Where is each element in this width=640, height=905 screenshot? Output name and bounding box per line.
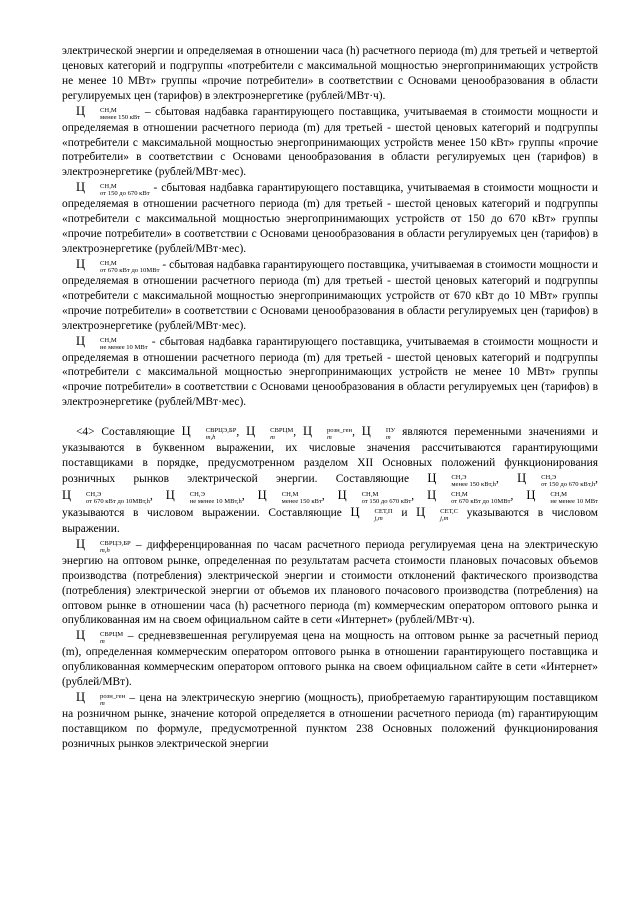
formula-symbol: Ц СЕТ,С j,m [416, 504, 459, 522]
formula-symbol: Ц СВРЦЭ,БР m,h [181, 424, 237, 442]
definition-paragraph: Ц СН,М не менее 10 МВт - сбытовая надбавка гарантирующего поставщика, учитываемая в стоимости мощности и определяемая в отношении расчетного периода (m) для третьей - шестой ценовых категорий и подгруппы «потребители с максимальной мощностью энергопринимающих устройств не менее 10 МВт» группы «прочие потребители» в соответствии с Основами ценообразования в области регулируемых цен (тарифов) в электроэнергетике (рублей/МВт·мес). [62, 333, 598, 409]
formula-symbol: Ц СВРЦМ m [76, 628, 124, 646]
formula-symbol: Ц СН,М от 670 кВт до 10МВт [427, 487, 511, 505]
formula-symbol: Ц розн_ген m [76, 690, 126, 708]
definitions-a [62, 104, 598, 411]
formula-symbol: Ц СВРЦМ m [246, 424, 294, 442]
formula-symbol: Ц ПУ m [361, 424, 396, 442]
note-4-paragraph: <4> Составляющие Ц СВРЦЭ,БР m,h , Ц СВРЦМ m , Ц розн_ген m , Ц ПУ m являются переменными значениями и указываются в буквенном выражении, их числовые значения рассчитываются гарантирующими поставщиками в порядке, предусмотренном разделом XII Основных положений функционирования розничных рынков электрической энергии. Составляющие Ц СН,Э менее 150 кВт,h , Ц СН,Э от 150 до 670 кВт,h , Ц СН,Э от 670 кВт до 10МВт,h , Ц СН,Э не менее 10 МВт,h , Ц СН,М менее 150 кВт , Ц СН,М от 150 до 670 кВт , Ц СН,М от 670 кВт до 10МВт , Ц СН,М не менее 10 МВт указываются в числовом выражении. Составляющие Ц СЕТ,П j,m и Ц СЕТ,С j,m указываются в числовом выражении. [62, 424, 599, 535]
formula-symbol: Ц СН,Э не менее 10 МВт,h [165, 487, 242, 505]
definition-paragraph: Ц СВРЦЭ,БР m,h – дифференцированная по часам расчетного периода регулируемая цена на электрическую энергию на оптовом рынке, определенная по результатам расчета стоимости плановых почасовых объемов производства (потребления) электрической энергии и стоимости отклонений фактического производства (потребления) электрической энергии от объемов их планового почасового производства (потребления) на оптовом рынке в отношении часа (h) расчетного периода (m) коммерческим оператором оптового рынка и опубликованная им на своем официальном сайте в сети «Интернет» (рублей/МВт·ч). [62, 536, 598, 627]
formula-symbol: Ц СН,Э от 150 до 670 кВт,h [517, 470, 596, 488]
definition-paragraph: Ц СН,М менее 150 кВт – сбытовая надбавка гарантирующего поставщика, учитываемая в стоимости мощности и определяемая в отношении расчетного периода (m) для третьей - шестой ценовых категорий и подгруппы «потребители с максимальной мощностью энергопринимающих устройств менее 150 кВт» группы «прочие потребители» в соответствии с Основами ценообразования в области регулируемых цен (тарифов) в электроэнергетике (рублей/МВт·мес). [62, 103, 598, 179]
formula-symbol: Ц СН,М от 670 кВт до 10МВт [76, 256, 160, 274]
definitions-b [62, 537, 598, 752]
definition-paragraph: Ц розн_ген m – цена на электрическую энергию (мощность), приобретаемую гарантирующим поставщиком на розничном рынке, значение которой определяется в отношении расчетного периода (m) гарантирующим поставщиком по формуле, предусмотренной пунктом 238 Основных положений функционирования розничных рынков электрической энергии [62, 690, 598, 750]
formula-symbol: Ц СН,М менее 150 кВт [257, 487, 322, 505]
formula-symbol: Ц СН,Э менее 150 кВт,h [427, 470, 496, 488]
formula-symbol: Ц СН,М от 150 до 670 кВт [76, 180, 150, 198]
document-page [62, 44, 598, 752]
intro-paragraph: электрической энергии и определяемая в отношении часа (h) расчетного периода (m) для третьей и четвертой ценовых категорий и подгруппы «потребители с максимальной мощностью энергопринимающих устройств не менее 10 МВт» группы «прочие потребители» в соответствии с Основами ценообразования в области регулируемых цен (тарифов) в электроэнергетике (рублей/МВт·ч). [62, 45, 598, 102]
formula-symbol: Ц СЕТ,П j,m [350, 504, 393, 522]
formula-symbol: Ц СН,М не менее 10 МВт [526, 487, 598, 505]
formula-symbol: Ц СВРЦЭ,БР m,h [76, 536, 131, 554]
formula-symbol: Ц СН,М менее 150 кВт [76, 103, 141, 121]
definition-paragraph: Ц СН,М от 150 до 670 кВт - сбытовая надбавка гарантирующего поставщика, учитываемая в стоимости мощности и определяемая в отношении расчетного периода (m) для третьей - шестой ценовых категорий и подгруппы «потребители с максимальной мощностью энергопринимающих устройств от 150 до 670 кВт» группы «прочие потребители» в соответствии с Основами ценообразования в области регулируемых цен (тарифов) в электроэнергетике (рублей/МВт·мес). [62, 180, 598, 255]
formula-symbol: Ц СН,М не менее 10 МВт [76, 333, 148, 351]
definition-paragraph: Ц СН,М от 670 кВт до 10МВт - сбытовая надбавка гарантирующего поставщика, учитываемая в стоимости мощности и определяемая в отношении расчетного периода (m) для третьей - шестой ценовых категорий и подгруппы «потребители с максимальной мощностью энергопринимающих устройств от 670 кВт до 10 МВт» группы «прочие потребители» в соответствии с Основами ценообразования в области регулируемых цен (тарифов) в электроэнергетике (рублей/МВт·мес). [62, 256, 598, 332]
formula-symbol: Ц СН,М от 150 до 670 кВт [337, 487, 412, 505]
definition-paragraph: Ц СВРЦМ m – средневзвешенная регулируемая цена на мощность на оптовом рынке за расчетный период (m), определенная коммерческим оператором оптового рынка в отношении гарантирующего поставщика и опубликованная коммерческим оператором оптового рынка на своем официальном сайте в сети «Интернет» (рублей/МВт). [62, 628, 598, 689]
formula-symbol: Ц розн_ген m [302, 424, 353, 442]
formula-symbol: Ц СН,Э от 670 кВт до 10МВт,h [62, 487, 150, 505]
